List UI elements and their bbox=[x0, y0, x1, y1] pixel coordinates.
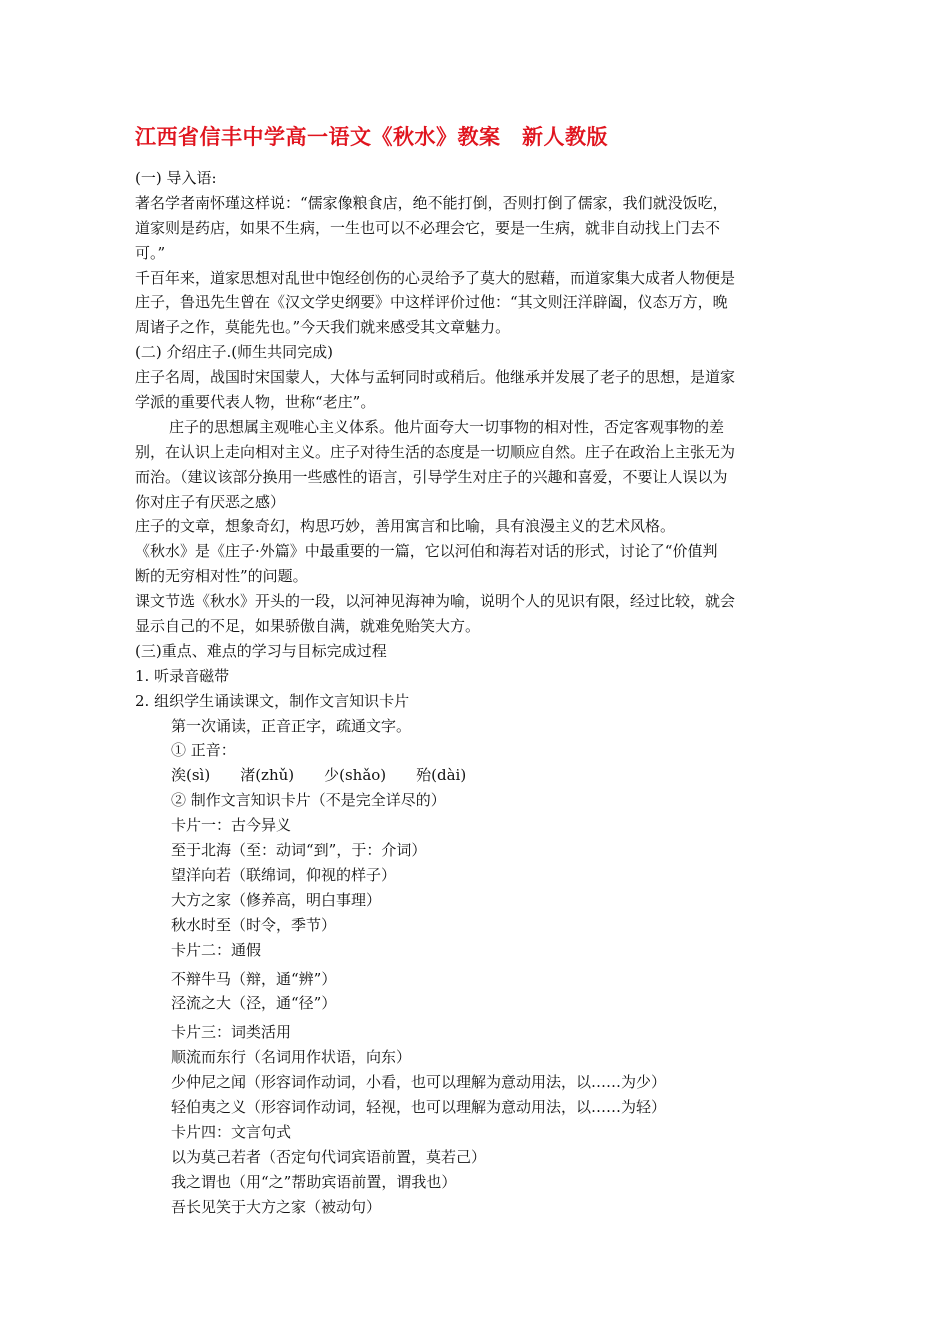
paragraph-line: 别，在认识上走向相对主义。庄子对待生活的态度是一切顺应自然。庄子在政治上主张无为 bbox=[135, 442, 736, 461]
list-line: 第一次诵读，正音正字，疏通文字。 bbox=[171, 716, 412, 735]
paragraph-line: 庄子的思想属主观唯心主义体系。他片面夸大一切事物的相对性，否定客观事物的差 bbox=[169, 417, 725, 436]
paragraph-line: 可。” bbox=[135, 243, 166, 262]
paragraph-line: 庄子名周，战国时宋国蒙人，大体与孟轲同时或稍后。他继承并发展了老子的思想，是道家 bbox=[135, 368, 736, 387]
paragraph-line: 显示自己的不足，如果骄傲自满，就难免贻笑大方。 bbox=[135, 617, 481, 636]
section-heading-key-points: (三)重点、难点的学习与目标完成过程 bbox=[135, 641, 387, 660]
list-line: 不辩牛马（辩，通“辨”） bbox=[171, 969, 337, 988]
list-line: ① 正音： bbox=[171, 741, 236, 760]
list-line: 吾长见笑于大方之家（被动句） bbox=[171, 1197, 382, 1216]
document-title: 江西省信丰中学高一语文《秋水》教案 新人教版 bbox=[135, 124, 608, 149]
list-line: 至于北海（至：动词“到”，于：介词） bbox=[171, 841, 427, 860]
numbered-item: 1. 听录音磁带 bbox=[135, 666, 230, 685]
paragraph-line: 你对庄子有厌恶之感） bbox=[135, 492, 286, 511]
list-line: 顺流而东行（名词用作状语，向东） bbox=[171, 1048, 412, 1067]
document-body bbox=[135, 166, 825, 1219]
numbered-item: 2. 组织学生诵读课文，制作文言知识卡片 bbox=[135, 691, 410, 710]
list-line: 泾流之大（泾，通“径”） bbox=[171, 994, 337, 1013]
pronunciation-line: 涘(sì) 渚(zhǔ) 少(shǎo) 殆(dài) bbox=[171, 766, 467, 785]
card-heading: 卡片二：通假 bbox=[171, 940, 262, 959]
paragraph-line: 道家则是药店，如果不生病，一生也可以不必理会它，要是一生病，就非自动找上门去不 bbox=[135, 218, 721, 237]
list-line: 大方之家（修养高，明白事理） bbox=[171, 890, 382, 909]
section-heading-zhuangzi: (二) 介绍庄子.(师生共同完成) bbox=[135, 343, 333, 362]
paragraph-line: 而治。（建议该部分换用一些感性的语言，引导学生对庄子的兴趣和喜爱，不要让人误以为 bbox=[135, 467, 728, 486]
paragraph-line: 学派的重要代表人物，世称“老庄”。 bbox=[135, 393, 376, 412]
list-line: 我之谓也（用“之”帮助宾语前置，谓我也） bbox=[171, 1172, 457, 1191]
paragraph-line: 周诸子之作，莫能先也。”今天我们就来感受其文章魅力。 bbox=[135, 318, 511, 337]
paragraph-line: 著名学者南怀瑾这样说：“儒家像粮食店，绝不能打倒，否则打倒了儒家，我们就没饭吃， bbox=[135, 193, 728, 212]
paragraph-line: 断的无穷相对性”的问题。 bbox=[135, 567, 308, 586]
list-line: 轻伯夷之义（形容词作动词，轻视，也可以理解为意动用法，以……为轻） bbox=[171, 1097, 667, 1116]
paragraph-line: 《秋水》是《庄子·外篇》中最重要的一篇，它以河伯和海若对话的形式，讨论了“价值判 bbox=[135, 542, 718, 561]
list-line: ② 制作文言知识卡片（不是完全详尽的） bbox=[171, 791, 446, 810]
section-heading-intro: (一) 导入语: bbox=[135, 169, 217, 187]
card-heading: 卡片一：古今异义 bbox=[171, 816, 292, 835]
paragraph-line: 庄子的文章，想象奇幻，构思巧妙，善用寓言和比喻，具有浪漫主义的艺术风格。 bbox=[135, 517, 676, 536]
paragraph-line: 千百年来，道家思想对乱世中饱经创伤的心灵给予了莫大的慰藉，而道家集大成者人物便是 bbox=[135, 268, 736, 287]
list-line: 望洋向若（联绵词，仰视的样子） bbox=[171, 865, 397, 884]
list-line: 少仲尼之闻（形容词作动词，小看，也可以理解为意动用法，以……为少） bbox=[171, 1073, 667, 1092]
paragraph-line: 课文节选《秋水》开头的一段，以河神见海神为喻，说明个人的见识有限，经过比较，就会 bbox=[135, 592, 736, 611]
card-heading: 卡片四：文言句式 bbox=[171, 1122, 292, 1141]
list-line: 以为莫己若者（否定句代词宾语前置，莫若己） bbox=[171, 1147, 487, 1166]
list-line: 秋水时至（时令，季节） bbox=[171, 915, 337, 934]
paragraph-line: 庄子，鲁迅先生曾在《汉文学史纲要》中这样评价过他：“其文则汪洋辟阖，仪态万方，晚 bbox=[135, 293, 728, 312]
card-heading: 卡片三：词类活用 bbox=[171, 1023, 292, 1042]
